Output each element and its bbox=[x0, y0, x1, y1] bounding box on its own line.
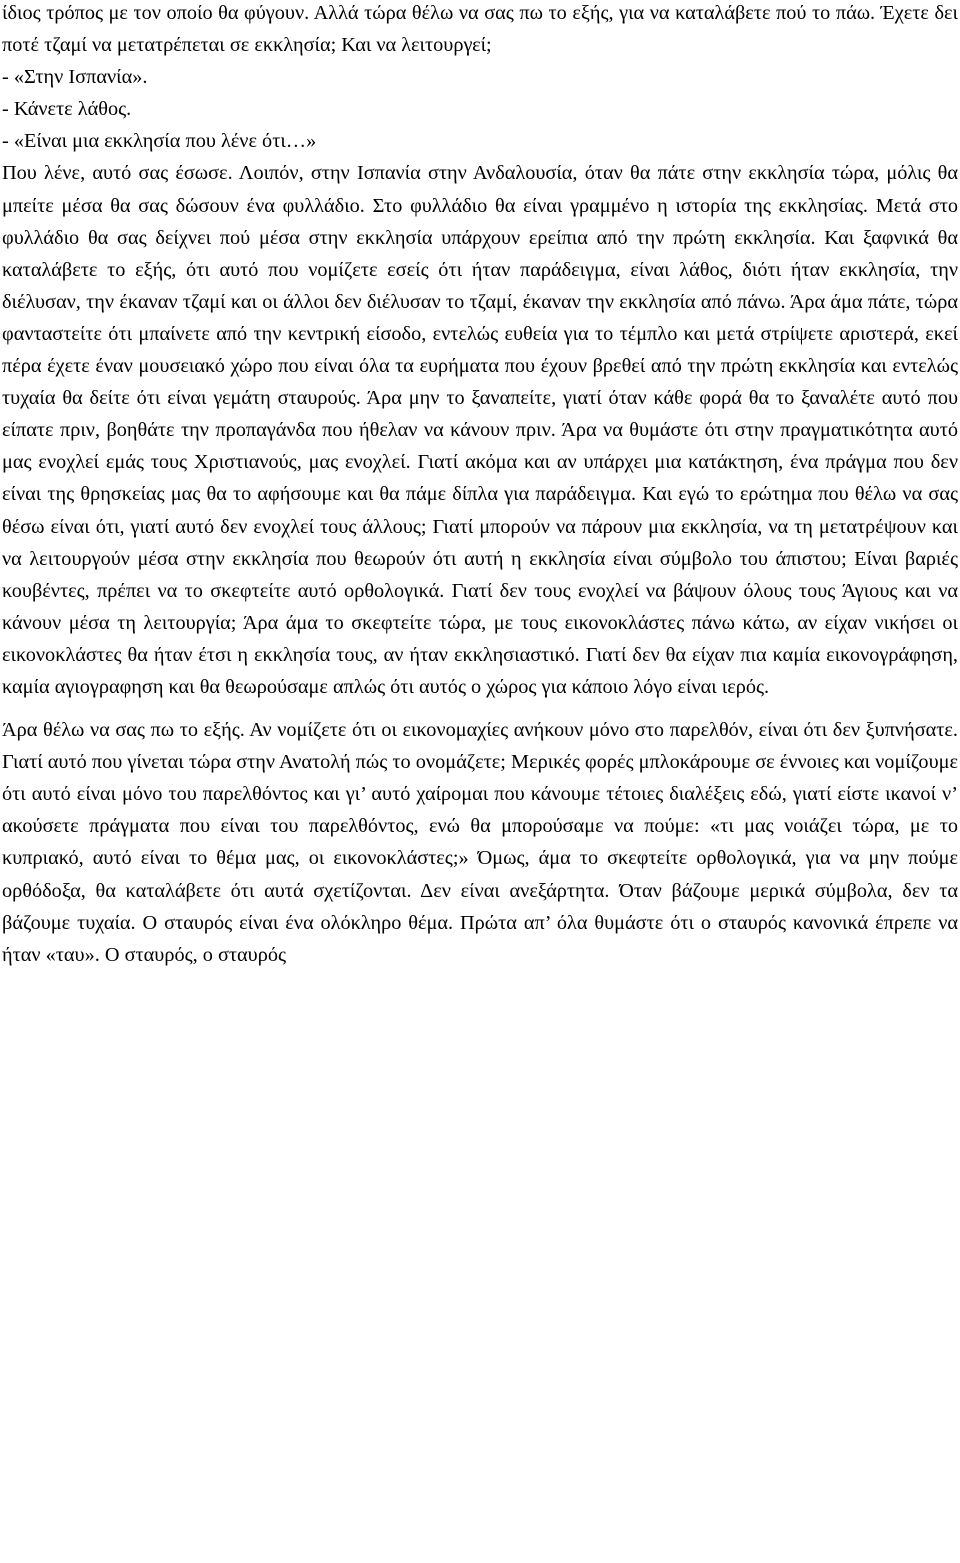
paragraph-iconoclasm: Άρα θέλω να σας πω το εξής. Αν νομίζετε ότι οι εικονομαχίες ανήκουν μόνο στο παρελθόν, είναι ότι δεν ξυπνήσατε. Γιατί αυτό που γίνεται τώρα στην Ανατολή πώς το ονομάζετε; Μερικές φορές μπλοκάρουμε σε έννοιες και νομίζουμε ότι αυτό είναι μόνο του παρελθόντος και γι’ αυτό χαίρομαι που κάνουμε τέτοιες διαλέξεις εδώ, γιατί είστε ικανοί ν’ ακούσετε πράγματα που είναι του παρελθόντος, ενώ θα μπορούσαμε να πούμε: «τι μας νοιάζει τώρα, με το κυπριακό, αυτό είναι το θέμα μας, οι εικονοκλάστες;» Όμως, άμα το σκεφτείτε ορθολογικά, για να μην πούμε ορθόδοξα, θα καταλάβετε ότι αυτά σχετίζονται. Δεν είναι ανεξάρτητα. Όταν βάζουμε μερικά σύμβολα, δεν τα βάζουμε τυχαία. Ο σταυρός είναι ένα ολόκληρο θέμα. Πρώτα απ’ όλα θυμάστε ότι ο σταυρός κανονικά έπρεπε να ήταν «ταυ». Ο σταυρός, ο σταυρός bbox=[2, 719, 958, 966]
dialogue-line-spain: - «Στην Ισπανία». bbox=[2, 66, 148, 89]
paragraph-intro: ίδιος τρόπος με τον οποίο θα φύγουν. Αλλά τώρα θέλω να σας πω το εξής, για να καταλάβετε πού το πάω. Έχετε δει ποτέ τζαμί να μετατρέπεται σε εκκλησία; Και να λειτουργεί; bbox=[2, 2, 958, 57]
paragraph-spacer bbox=[2, 703, 958, 714]
paragraph-andalusia: Που λένε, αυτό σας έσωσε. Λοιπόν, στην Ισπανία στην Ανδαλουσία, όταν θα πάτε στην εκκλησία τώρα, μόλις θα μπείτε μέσα θα σας δώσουν ένα φυλλάδιο. Στο φυλλάδιο θα είναι γραμμένο η ιστορία της εκκλησίας. Μετά στο φυλλάδιο θα σας δείχνει πού μέσα στην εκκλησία υπάρχουν ερείπια από την πρώτη εκκλησία. Και ξαφνικά θα καταλάβετε το εξής, ότι αυτό που νομίζετε εσείς ότι ήταν παράδειγμα, είναι λάθος, διότι ήταν εκκλησία, την διέλυσαν, την έκαναν τζαμί και οι άλλοι δεν διέλυσαν το τζαμί, έκαναν την εκκλησία από πάνω. Άρα άμα πάτε, τώρα φανταστείτε ότι μπαίνετε από την κεντρική είσοδο, εντελώς ευθεία για το τέμπλο και μετά στρίψετε αριστερά, εκεί πέρα έχετε έναν μουσειακό χώρο που είναι όλα τα ευρήματα που έχουν βρεθεί από την πρώτη εκκλησία και εντελώς τυχαία θα δείτε ότι είναι γεμάτη σταυρούς. Άρα μην το ξαναπείτε, γιατί όταν κάθε φορά θα το ξαναλέτε αυτό που είπατε πριν, βοηθάτε την προπαγάνδα που ήθελαν να κάνουν πριν. Άρα να θυμάστε ότι στην πραγματικότητα αυτό μας ενοχλεί εμάς τους Χριστιανούς, μας ενοχλεί. Γιατί ακόμα και αν υπάρχει μια κατάκτηση, ένα πράγμα που δεν είναι της θρησκείας μας θα το αφήσουμε και θα πάμε δίπλα για παράδειγμα. Και εγώ το ερώτημα που θέλω να σας θέσω είναι ότι, γιατί αυτό δεν ενοχλεί τους άλλους; Γιατί μπορούν να πάρουν μια εκκλησία, να τη μετατρέψουν και να λειτουργούν μέσα στην εκκλησία που θεωρούν ότι αυτή η εκκλησία είναι σύμβολο του άπιστου; Είναι βαριές κουβέντες, πρέπει να το σκεφτείτε αυτό ορθολογικά. Γιατί δεν τους ενοχλεί να βάψουν όλους τους Άγιους και να κάνουν μέσα τη λειτουργία; Άρα άμα το σκεφτείτε τώρα, με τους εικονοκλάστες πάνω κάτω, αν είχαν νικήσει οι εικονοκλάστες θα ήταν έτσι η εκκλησία τους, αν ήταν εκκλησιαστικό. Γιατί δεν θα είχαν πια καμία εικονογράφηση, καμία αγιογραφηση και θα θεωρούσαμε απλώς ότι αυτός ο χώρος για κάποιο λόγο είναι ιερός. bbox=[2, 162, 958, 698]
dialogue-line-mistake: - Κάνετε λάθος. bbox=[2, 98, 132, 121]
dialogue-line-church: - «Είναι μια εκκλησία που λένε ότι…» bbox=[2, 130, 317, 153]
